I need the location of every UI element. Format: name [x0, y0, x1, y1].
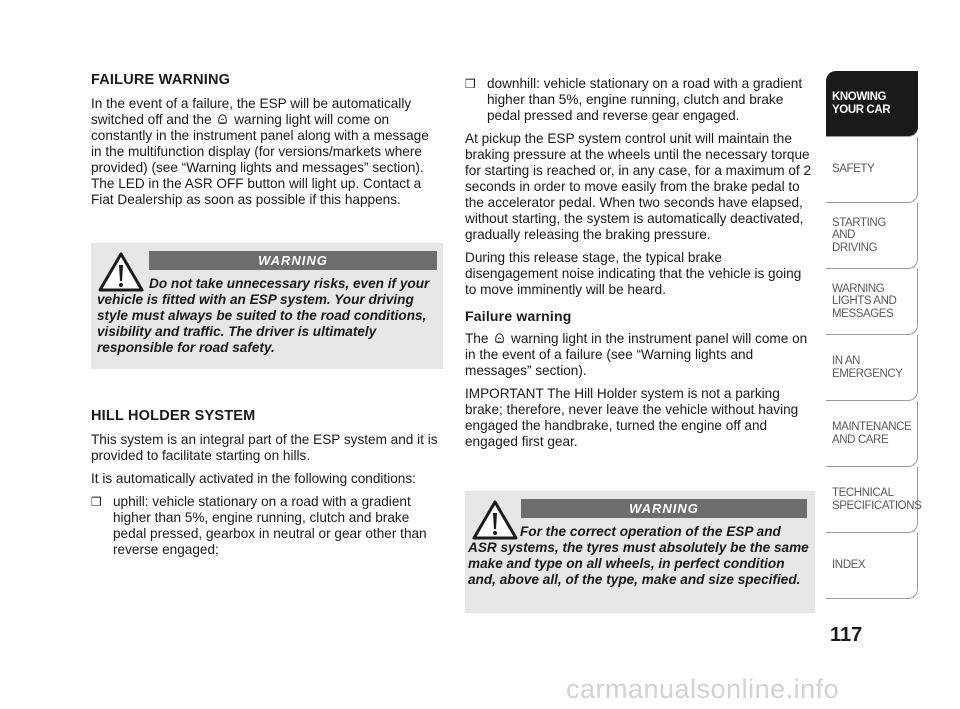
warning-text: For the correct operation of the ESP and ASR systems, the tyres must absolutely be the same make and type on all wheels, in perfect condition and, above all, of the type, make and size specified. — [468, 524, 809, 587]
warning-text: Do not take unnecessary risks, even if your vehicle is fitted with an ESP system. Your driving style must always be suited to the road conditions, visibility and traffic. The driver is ultimately responsible for road safety. — [97, 276, 430, 355]
sidebar-item-safety[interactable]: SAFETY — [826, 137, 918, 203]
sidebar-item-knowing-your-car[interactable]: KNOWING YOUR CAR — [826, 71, 918, 137]
left-column — [91, 72, 443, 215]
list-item-text: downhill: vehicle stationary on a road with a gradient higher than 5%, engine running, clutch and brake pedal pressed and reverse gear engaged. — [487, 76, 803, 123]
checkbox-icon: ❒ — [91, 495, 102, 509]
list-item-downhill — [465, 76, 815, 124]
page-number: 117 — [830, 624, 863, 646]
warning-box-tyres — [465, 491, 815, 613]
chapter-sidebar — [826, 71, 922, 599]
failure-text-part2: warning light will come on constantly in the instrument panel along with a message in the multifunction display (for versions/markets where provided) (see “Warning lights and messages” section). The LED in the ASR OFF button will light up. Contact a Fiat Dealership as soon as possible if this happens. — [91, 112, 429, 207]
warning-box-esp-risk — [91, 243, 443, 369]
watermark: carmanualsonline.info — [566, 674, 840, 704]
pickup-paragraph: At pickup the ESP system control unit will maintain the braking pressure at the wheels until the necessary torque for starting is reached or, in any case, for a maximum of 2 seconds in order to move easily from the brake pedal to the accelerator pedal. When two seconds have elapsed, without starting, the system is automatically deactivated, gradually releasing the braking pressure. — [465, 131, 812, 242]
sidebar-item-maintenance[interactable]: MAINTENANCE AND CARE — [826, 401, 918, 467]
checkbox-icon: ❒ — [465, 77, 476, 91]
esp-warning-light-icon — [494, 332, 505, 344]
failure-warning-light-paragraph — [465, 331, 815, 379]
failure-light-text-part1: The — [465, 331, 489, 346]
failure-light-text-part2: warning light in the instrument panel will come on in the event of a failure (see “Warning lights and messages” section). — [465, 331, 808, 378]
list-item-uphill — [91, 494, 443, 558]
warning-label-bar: WARNING — [521, 499, 807, 518]
esp-warning-light-icon — [217, 113, 228, 125]
release-paragraph: During this release stage, the typical brake disengagement noise indicating that the vehicle is going to move imminently will be heard. — [465, 250, 802, 297]
hill-holder-heading: HILL HOLDER SYSTEM — [91, 408, 256, 424]
sidebar-item-technical-specifications[interactable]: TECHNICAL SPECIFICATIONS — [826, 467, 918, 533]
failure-warning-paragraph — [91, 96, 443, 208]
hill-holder-section — [91, 408, 443, 565]
hill-holder-paragraph-2: It is automatically activated in the following conditions: — [91, 471, 416, 486]
sidebar-item-warning-lights[interactable]: WARNING LIGHTS AND MESSAGES — [826, 269, 918, 335]
hill-holder-paragraph-1: This system is an integral part of the ESP system and it is provided to facilitate starting on hills. — [91, 432, 438, 463]
list-item-text: uphill: vehicle stationary on a road with a gradient higher than 5%, engine running, clutch and brake pedal pressed, gearbox in neutral or gear other than reverse engaged; — [113, 494, 427, 557]
sidebar-item-index[interactable]: INDEX — [826, 533, 918, 599]
right-column — [465, 76, 815, 457]
sidebar-item-starting-and-driving[interactable]: STARTING AND DRIVING — [826, 203, 918, 269]
sidebar-item-in-an-emergency[interactable]: IN AN EMERGENCY — [826, 335, 918, 401]
failure-text-part1: In the event of a failure, the ESP will be automatically switched off and the — [91, 96, 412, 127]
warning-label-bar: WARNING — [149, 251, 437, 270]
failure-warning-heading: FAILURE WARNING — [91, 72, 231, 88]
important-paragraph: IMPORTANT The Hill Holder system is not a parking brake; therefore, never leave the vehicle without having engaged the handbrake, turned the engine off and engaged first gear. — [465, 386, 799, 449]
failure-warning-subheading: Failure warning — [465, 308, 572, 324]
